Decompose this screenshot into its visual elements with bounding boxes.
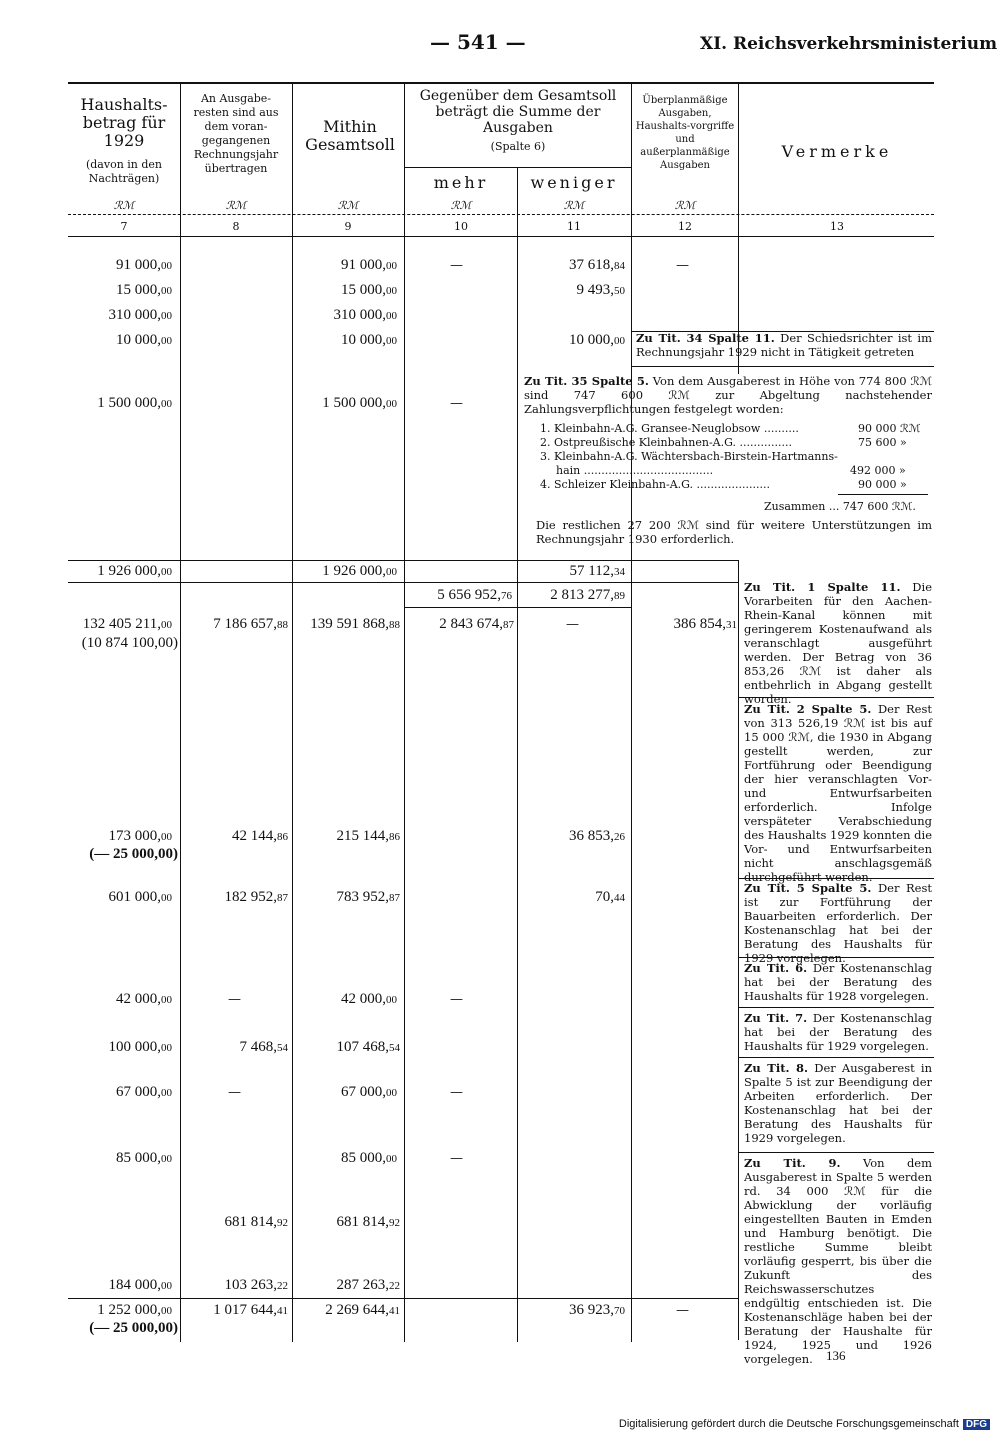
note-tit-2: Zu Tit. 2 Spalte 5. Der Rest von 313 526,19 ℛℳ ist bis auf 15 000 ℛℳ, die 1930 in Abgang gestellt werden, zur Fortführung oder Beendigung der hier veranschlagten Vor- und Entwurfsarbeiten erforderlich. Infolge verspäteter Verabschiedung des Haushalts 1929 konnten die Vor- und Entwurfsarbeiten nicht anschlagsgemäß durchgeführt werden. [744, 702, 932, 884]
note35-item-4: 4. Schleizer Kleinbahn-A.G. ..................... [540, 478, 770, 491]
note-t1-rule [738, 697, 934, 698]
t9b-c9: 681 814,92 [336, 1214, 400, 1230]
t7-c8: 7 468,54 [239, 1039, 288, 1055]
sum2-top-rule [68, 1298, 738, 1299]
total-c12: 386 854,31 [673, 616, 737, 632]
t8-c7: 67 000,00 [116, 1084, 172, 1100]
r1-c11: 37 618,84 [569, 257, 625, 273]
sum1-c9: 1 926 000,00 [322, 563, 397, 579]
col-divider-9 [404, 82, 405, 1342]
section-title: XI. Reichsverkehrsministerium [700, 34, 998, 54]
note35-item-3: 3. Kleinbahn-A.G. Wächtersbach-Birstein-Hartmanns- [540, 450, 838, 463]
r1-c7: 91 000,00 [116, 257, 172, 273]
note35-item-1-amount: 90 000 ℛℳ [858, 422, 921, 435]
t1-c11: 36 853,26 [569, 828, 625, 844]
t6-c9: 42 000,00 [341, 991, 397, 1007]
r1-c12: — [676, 258, 689, 273]
col9-unit: ℛℳ [337, 199, 359, 212]
t6-c8: — [228, 992, 241, 1007]
page-number: — 541 — [430, 30, 526, 54]
col12-number: 12 [678, 220, 692, 233]
note35-total: Zusammen ... 747 600 ℛℳ. [764, 500, 916, 513]
sum2-c7: 1 252 000,00 [97, 1302, 172, 1318]
group-sub: (Spalte 6) [490, 140, 546, 153]
carry-c10: 5 656 952,76 [437, 587, 512, 603]
note35-item-2: 2. Ostpreußische Kleinbahnen-A.G. ............... [540, 436, 792, 449]
note-tit-7: Zu Tit. 7. Der Kostenanschlag hat bei der Beratung des Haushalts für 1929 vorgelegen. [744, 1011, 933, 1053]
r4-c7: 10 000,00 [116, 332, 172, 348]
note35-item-4-amount: 90 000 » [858, 478, 907, 491]
col11-title: weniger [530, 173, 618, 192]
col10-unit: ℛℳ [450, 199, 472, 212]
note35-rest: Die restlichen 27 200 ℛℳ sind für weitere Unterstützungen im Rechnungsjahr 1930 erforderlich. [536, 518, 932, 546]
col10-number: 10 [454, 220, 468, 233]
t5-c7: 601 000,00 [108, 889, 172, 905]
note35-item-2-amount: 75 600 » [858, 436, 907, 449]
sum2-c7-minus: (— 25 000,00) [89, 1320, 178, 1336]
r2-c9: 15 000,00 [341, 282, 397, 298]
sum1-c11: 57 112,34 [569, 563, 625, 579]
col7-title: Haushalts-betrag für 1929 [80, 95, 168, 150]
col8-title: An Ausgabe-resten sind aus dem voran-gegangenen Rechnungsjahr übertragen [193, 92, 279, 175]
group-rule [405, 167, 631, 168]
note-t2-rule [738, 878, 934, 879]
note-tit-9: Zu Tit. 9. Von dem Ausgaberest in Spalte 5 werden rd. 34 000 ℛℳ für die Abwicklung der vorläufig eingestellten Bauten in Emden und Hamburg benötigt. Die restliche Summe bleibt vorläufig gesperrt, bis über die Zukunft des Reichswasserschutzes endgültig entschieden ist. Die Kostenanschläge haben bei der Beratung der Haushalte für 1924, 1925 und 1926 vorgelegen. [744, 1156, 933, 1366]
t5-c8: 182 952,87 [224, 889, 288, 905]
col-divider-10 [517, 167, 518, 1342]
r5-c9: 1 500 000,00 [322, 395, 397, 411]
sum2-c9: 2 269 644,41 [325, 1302, 400, 1318]
dfg-logo: DFG [963, 1419, 990, 1430]
t8-c10: — [450, 1085, 463, 1100]
digitization-credit [619, 1418, 990, 1430]
r1-c9: 91 000,00 [341, 257, 397, 273]
r4-c11: 10 000,00 [569, 332, 625, 348]
sum1-top-rule [68, 560, 738, 561]
t9-c10: — [450, 1151, 463, 1166]
col7-sub: (davon in den Nachträgen) [85, 158, 163, 185]
note35-item-3b: hain ..................................... [556, 464, 714, 477]
note35-item-3-amount: 492 000 » [850, 464, 906, 477]
t5-c9: 783 952,87 [336, 889, 400, 905]
col11-unit: ℛℳ [563, 199, 585, 212]
header-bottom-rule [68, 236, 934, 237]
col9-number: 9 [344, 220, 352, 233]
sum2-c12: — [676, 1303, 689, 1318]
r3-c7: 310 000,00 [108, 307, 172, 323]
r2-c11: 9 493,50 [576, 282, 625, 298]
sum1-bottom-rule [68, 582, 738, 583]
t9-c9: 85 000,00 [341, 1150, 397, 1166]
note-t6-rule [738, 1007, 934, 1008]
note-tit-35: Zu Tit. 35 Spalte 5. Von dem Ausgaberest in Höhe von 774 800 ℛℳ sind 747 600 ℛℳ zur Abgeltung nachstehender Zahlungsverpflichtungen festgelegt worden: [524, 374, 933, 416]
col11-number: 11 [567, 220, 581, 233]
t8-c9: 67 000,00 [341, 1084, 397, 1100]
t5-c11: 70,44 [595, 889, 625, 905]
note35-sum-rule [838, 494, 928, 495]
t10-c7: 184 000,00 [108, 1277, 172, 1293]
total-c10: 2 843 674,87 [439, 616, 514, 632]
t9-c7: 85 000,00 [116, 1150, 172, 1166]
t6-c10: — [450, 992, 463, 1007]
note-tit-5: Zu Tit. 5 Spalte 5. Der Rest ist zur Fortführung der Bauarbeiten erforderlich. Der Kostenanschlag hat bei der Beratung des Haushalts für 1929 vorgelegen. [744, 881, 932, 965]
col13-number: 13 [830, 220, 844, 233]
note34-bottom-rule [631, 366, 934, 367]
sum2-c8: 1 017 644,41 [213, 1302, 288, 1318]
total-c7-nachtrag: (10 874 100,00) [81, 635, 178, 651]
col8-number: 8 [232, 220, 240, 233]
total-c7: 132 405 211,00 [82, 616, 172, 632]
t1-c7: 173 000,00 [108, 828, 172, 844]
note-tit-34: Zu Tit. 34 Spalte 11. Der Schiedsrichter ist im Rechnungsjahr 1929 nicht in Tätigkeit getreten [636, 331, 932, 359]
note-t7-rule [738, 1057, 934, 1058]
t1-c7-minus: (— 25 000,00) [89, 846, 178, 862]
col9-title: Mithin Gesamtsoll [305, 117, 395, 154]
total-c8: 7 186 657,88 [213, 616, 288, 632]
col12-unit: ℛℳ [674, 199, 696, 212]
t6-c7: 42 000,00 [116, 991, 172, 1007]
sum2-c11: 36 923,70 [569, 1302, 625, 1318]
total-c9: 139 591 868,88 [310, 616, 400, 632]
col7-number: 7 [120, 220, 128, 233]
r1-c10: — [450, 258, 463, 273]
r5-c7: 1 500 000,00 [97, 395, 172, 411]
col-divider-11 [631, 82, 632, 1342]
carry-rule [404, 607, 631, 608]
table-top-rule [68, 82, 934, 84]
t7-c9: 107 468,54 [336, 1039, 400, 1055]
carry-c11: 2 813 277,89 [550, 587, 625, 603]
t7-c7: 100 000,00 [108, 1039, 172, 1055]
col8-unit: ℛℳ [225, 199, 247, 212]
r5-c10: — [450, 396, 463, 411]
note-tit-8: Zu Tit. 8. Der Ausgaberest in Spalte 5 ist zur Beendigung der Arbeiten erforderlich. Der Kostenanschlag hat bei der Beratung des Haushalts für 1929 vorgelegen. [744, 1061, 932, 1145]
col13-title: Vermerke [781, 142, 893, 161]
col-divider-8 [292, 82, 293, 1342]
col-divider-7 [180, 82, 181, 1342]
r3-c9: 310 000,00 [333, 307, 397, 323]
r2-c7: 15 000,00 [116, 282, 172, 298]
t8-c8: — [228, 1085, 241, 1100]
t10-c8: 103 263,22 [224, 1277, 288, 1293]
t10-c9: 287 263,22 [336, 1277, 400, 1293]
note-t5-rule [738, 957, 934, 958]
credit-text: Digitalisierung gefördert durch die Deutsche Forschungsgemeinschaft [618, 1418, 959, 1430]
col-divider-12b [738, 560, 739, 1340]
group-title: Gegenüber dem Gesamtsoll beträgt die Summe der Ausgaben [419, 88, 617, 136]
r4-c9: 10 000,00 [341, 332, 397, 348]
note35-item-1: 1. Kleinbahn-A.G. Gransee-Neuglobsow .......... [540, 422, 799, 435]
t1-c8: 42 144,86 [232, 828, 288, 844]
t1-c9: 215 144,86 [336, 828, 400, 844]
col12-title: Überplanmäßige Ausgaben, Haushalts-vorgriffe und außerplanmäßige Ausgaben [635, 95, 735, 171]
unit-rule [68, 214, 934, 215]
page-code: 136 [826, 1348, 846, 1363]
note-t8-rule [738, 1152, 934, 1153]
col10-title: mehr [433, 173, 489, 192]
col7-unit: ℛℳ [113, 199, 135, 212]
t9b-c8: 681 814,92 [224, 1214, 288, 1230]
note-tit-1: Zu Tit. 1 Spalte 11. Die Vorarbeiten für den Aachen-Rhein-Kanal können mit geringerem Kostenaufwand als veranschlagt ausgeführt werden. Der Betrag von 36 853,26 ℛℳ ist daher als entbehrlich in Abgang gestellt worden. [744, 580, 933, 706]
note-tit-6: Zu Tit. 6. Der Kostenanschlag hat bei der Beratung des Haushalts für 1928 vorgelegen. [744, 961, 933, 1003]
total-c11: — [566, 617, 579, 632]
sum1-c7: 1 926 000,00 [97, 563, 172, 579]
